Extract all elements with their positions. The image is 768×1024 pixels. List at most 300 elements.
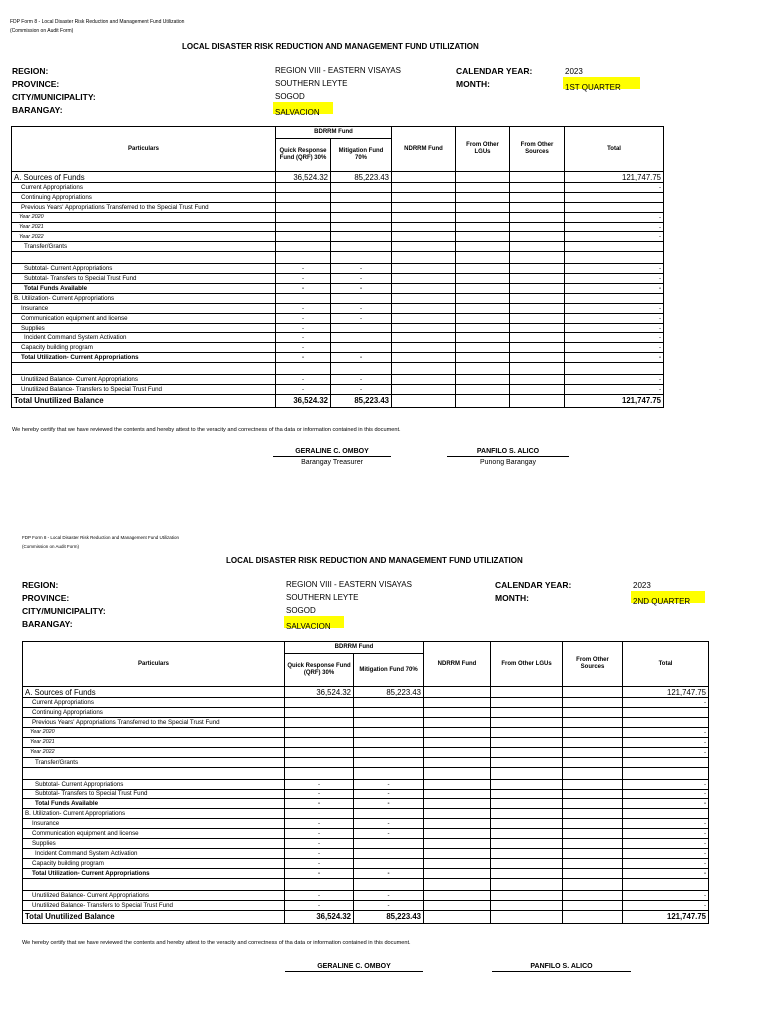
ndrrm-cell: [392, 202, 456, 212]
qrf-cell: -: [285, 859, 354, 869]
mitigation-cell: -: [354, 900, 424, 910]
table-row: [12, 323, 664, 333]
other-sources-cell: [563, 727, 623, 737]
signatory-treasurer: [273, 448, 391, 466]
total-cell: -: [565, 313, 664, 323]
row-label: Subtotal- Current Appropriations: [12, 264, 276, 274]
total-cell: -: [623, 747, 709, 757]
row-label: Unutilized Balance- Transfers to Special Trust Fund: [23, 900, 285, 910]
ndrrm-cell: [424, 767, 491, 779]
mitigation-cell: [331, 343, 392, 353]
other-lgus-cell: [491, 869, 563, 879]
total-cell: -: [623, 890, 709, 900]
province-value: SOUTHERN LEYTE: [275, 79, 348, 88]
other-sources-cell: [563, 859, 623, 869]
row-label: A. Sources of Funds: [12, 172, 276, 183]
total-cell: [623, 757, 709, 767]
row-label: Supplies: [23, 839, 285, 849]
header-qrf: Quick Response Fund (QRF) 30%: [276, 139, 331, 172]
mitigation-cell: [331, 222, 392, 232]
table-row: [23, 747, 709, 757]
mitigation-cell: -: [331, 375, 392, 385]
signatory-punong-barangay: [492, 963, 631, 972]
table-row: [12, 385, 664, 395]
other-lgus-cell: [456, 183, 510, 193]
mitigation-cell: 85,223.43: [331, 394, 392, 407]
table-row: [12, 363, 664, 375]
total-cell: 121,747.75: [565, 172, 664, 183]
ndrrm-cell: [424, 829, 491, 839]
qrf-cell: -: [276, 385, 331, 395]
month-value: 1ST QUARTER: [563, 77, 640, 89]
other-sources-cell: [563, 910, 623, 923]
row-label: Insurance: [12, 303, 276, 313]
qrf-cell: [285, 707, 354, 717]
other-lgus-cell: [491, 789, 563, 799]
table-row: [23, 779, 709, 789]
other-lgus-cell: [456, 252, 510, 264]
other-sources-cell: [510, 232, 565, 242]
total-cell: [565, 363, 664, 375]
other-lgus-cell: [456, 192, 510, 202]
fund-utilization-form-q2: [22, 533, 708, 970]
table-row: [12, 172, 664, 183]
table-row: [23, 890, 709, 900]
table-row: [23, 900, 709, 910]
ndrrm-cell: [424, 839, 491, 849]
other-lgus-cell: [491, 849, 563, 859]
table-row: [23, 799, 709, 809]
row-label: Subtotal- Transfers to Special Trust Fund: [23, 789, 285, 799]
table-row: [23, 767, 709, 779]
mitigation-cell: -: [331, 284, 392, 294]
calendar-year-label: CALENDAR YEAR:: [495, 580, 572, 590]
other-lgus-cell: [456, 303, 510, 313]
other-lgus-cell: [456, 242, 510, 252]
qrf-cell: -: [276, 353, 331, 363]
mitigation-cell: [354, 737, 424, 747]
ndrrm-cell: [424, 737, 491, 747]
mitigation-cell: [331, 192, 392, 202]
mitigation-cell: -: [354, 819, 424, 829]
table-row: [12, 264, 664, 274]
other-lgus-cell: [491, 829, 563, 839]
other-lgus-cell: [491, 687, 563, 698]
other-sources-cell: [510, 284, 565, 294]
ndrrm-cell: [392, 363, 456, 375]
qrf-cell: -: [276, 333, 331, 343]
row-label: Year 2021: [12, 222, 276, 232]
table-row: [23, 829, 709, 839]
table-row: [23, 737, 709, 747]
other-sources-cell: [510, 252, 565, 264]
qrf-cell: -: [276, 343, 331, 353]
treasurer-name: GERALINE C. OMBOY: [273, 448, 391, 457]
ndrrm-cell: [424, 910, 491, 923]
table-row: [12, 394, 664, 407]
table-row: [23, 878, 709, 890]
other-lgus-cell: [491, 809, 563, 819]
other-sources-cell: [563, 869, 623, 879]
other-sources-cell: [563, 757, 623, 767]
other-lgus-cell: [456, 363, 510, 375]
mitigation-cell: [331, 212, 392, 222]
ndrrm-cell: [392, 284, 456, 294]
table-row: [23, 687, 709, 698]
table-row: [23, 859, 709, 869]
qrf-cell: [276, 192, 331, 202]
ndrrm-cell: [424, 707, 491, 717]
mitigation-cell: -: [354, 789, 424, 799]
total-cell: -: [623, 737, 709, 747]
mitigation-cell: [354, 707, 424, 717]
treasurer-position: Barangay Treasurer: [301, 459, 363, 466]
certification-text: We hereby certify that we have reviewed the contents and hereby attest to the veracity and correctness of tha data or information contained in this document.: [12, 427, 401, 433]
qrf-cell: [276, 252, 331, 264]
form-id: FDP Form 8 - Local Disaster Risk Reduction and Management Fund Utilization: [22, 535, 179, 540]
mitigation-cell: -: [354, 779, 424, 789]
mitigation-cell: -: [331, 274, 392, 284]
qrf-cell: 36,524.32: [276, 394, 331, 407]
ndrrm-cell: [424, 698, 491, 708]
table-row: [23, 698, 709, 708]
other-lgus-cell: [491, 878, 563, 890]
total-cell: [565, 252, 664, 264]
row-label: Total Funds Available: [23, 799, 285, 809]
table-row: [12, 274, 664, 284]
region-value: REGION VIII - EASTERN VISAYAS: [286, 580, 412, 589]
other-lgus-cell: [491, 839, 563, 849]
header-other-lgus: From Other LGUs: [456, 127, 510, 172]
qrf-cell: -: [285, 789, 354, 799]
row-label: Unutilized Balance- Transfers to Special Trust Fund: [12, 385, 276, 395]
table-row: [12, 353, 664, 363]
other-sources-cell: [563, 900, 623, 910]
qrf-cell: [285, 767, 354, 779]
row-label: Total Unutilized Balance: [12, 394, 276, 407]
mitigation-cell: [354, 717, 424, 727]
header-ndrrm: NDRRM Fund: [424, 642, 491, 687]
total-cell: -: [623, 727, 709, 737]
other-lgus-cell: [491, 900, 563, 910]
qrf-cell: -: [285, 829, 354, 839]
other-lgus-cell: [456, 172, 510, 183]
mitigation-cell: -: [331, 385, 392, 395]
punong-barangay-position: Punong Barangay: [479, 459, 537, 466]
row-label: Year 2022: [12, 232, 276, 242]
other-lgus-cell: [456, 323, 510, 333]
mitigation-cell: [331, 333, 392, 343]
qrf-cell: -: [285, 799, 354, 809]
fund-table: [11, 126, 664, 408]
row-label: [23, 767, 285, 779]
table-row: [12, 222, 664, 232]
other-sources-cell: [563, 878, 623, 890]
header-particulars: Particulars: [12, 127, 276, 172]
table-row: [12, 192, 664, 202]
header-other-sources: From Other Sources: [510, 127, 565, 172]
total-cell: [623, 767, 709, 779]
mitigation-cell: [331, 183, 392, 193]
row-label: Year 2020: [23, 727, 285, 737]
barangay-value: SALVACION: [284, 616, 344, 628]
table-row: [23, 910, 709, 923]
mitigation-cell: -: [354, 890, 424, 900]
mitigation-cell: -: [354, 799, 424, 809]
other-lgus-cell: [491, 799, 563, 809]
month-label: MONTH:: [495, 593, 529, 603]
qrf-cell: [285, 737, 354, 747]
mitigation-cell: -: [331, 264, 392, 274]
mitigation-cell: -: [354, 869, 424, 879]
header-total: Total: [565, 127, 664, 172]
other-lgus-cell: [491, 819, 563, 829]
total-cell: -: [623, 698, 709, 708]
ndrrm-cell: [424, 779, 491, 789]
total-cell: -: [623, 849, 709, 859]
other-lgus-cell: [456, 375, 510, 385]
row-label: Insurance: [23, 819, 285, 829]
qrf-cell: -: [276, 284, 331, 294]
total-cell: -: [623, 869, 709, 879]
mitigation-cell: -: [331, 353, 392, 363]
row-label: B. Utilization- Current Appropriations: [12, 293, 276, 303]
row-label: Previous Years' Appropriations Transferred to the Special Trust Fund: [12, 202, 276, 212]
qrf-cell: -: [276, 323, 331, 333]
ndrrm-cell: [392, 264, 456, 274]
row-label: Capacity building program: [23, 859, 285, 869]
other-lgus-cell: [491, 910, 563, 923]
other-sources-cell: [563, 767, 623, 779]
mitigation-cell: [354, 849, 424, 859]
total-cell: -: [565, 353, 664, 363]
ndrrm-cell: [424, 757, 491, 767]
other-sources-cell: [510, 264, 565, 274]
fund-utilization-form-q1: [10, 18, 738, 466]
other-sources-cell: [563, 789, 623, 799]
qrf-cell: [276, 212, 331, 222]
city-value: SOGOD: [286, 606, 316, 615]
row-label: Supplies: [12, 323, 276, 333]
ndrrm-cell: [392, 192, 456, 202]
row-label: Total Utilization- Current Appropriations: [23, 869, 285, 879]
mitigation-cell: [331, 242, 392, 252]
other-sources-cell: [510, 192, 565, 202]
qrf-cell: [276, 363, 331, 375]
mitigation-cell: [354, 859, 424, 869]
row-label: [23, 878, 285, 890]
qrf-cell: [276, 293, 331, 303]
total-cell: -: [623, 829, 709, 839]
other-lgus-cell: [456, 293, 510, 303]
ndrrm-cell: [392, 333, 456, 343]
qrf-cell: [285, 698, 354, 708]
barangay-value: SALVACION: [273, 102, 333, 114]
qrf-cell: -: [285, 779, 354, 789]
table-row: [12, 333, 664, 343]
certification-text: We hereby certify that we have reviewed the contents and hereby attest to the veracity and correctness of tha data or information contained in this document.: [22, 940, 411, 946]
other-sources-cell: [510, 202, 565, 212]
header-ndrrm: NDRRM Fund: [392, 127, 456, 172]
form-source: (Commission on Audit Form): [10, 28, 74, 34]
table-row: [12, 202, 664, 212]
other-sources-cell: [510, 375, 565, 385]
total-cell: -: [565, 232, 664, 242]
qrf-cell: [276, 232, 331, 242]
region-label: REGION:: [22, 580, 59, 590]
qrf-cell: -: [276, 274, 331, 284]
city-value: SOGOD: [275, 92, 305, 101]
table-row: [23, 839, 709, 849]
other-lgus-cell: [456, 274, 510, 284]
total-cell: -: [565, 183, 664, 193]
mitigation-cell: [354, 839, 424, 849]
ndrrm-cell: [424, 687, 491, 698]
row-label: Incident Command System Activation: [23, 849, 285, 859]
mitigation-cell: [354, 878, 424, 890]
ndrrm-cell: [392, 313, 456, 323]
signatory-treasurer: [285, 963, 423, 972]
qrf-cell: [285, 809, 354, 819]
province-value: SOUTHERN LEYTE: [286, 593, 359, 602]
form-title: LOCAL DISASTER RISK REDUCTION AND MANAGEMENT FUND UTILIZATION: [226, 556, 523, 565]
header-bdrrm: BDRRM Fund: [276, 127, 392, 139]
total-cell: -: [565, 212, 664, 222]
other-lgus-cell: [491, 757, 563, 767]
ndrrm-cell: [392, 353, 456, 363]
ndrrm-cell: [424, 819, 491, 829]
mitigation-cell: [331, 232, 392, 242]
ndrrm-cell: [392, 274, 456, 284]
row-label: Unutilized Balance- Current Appropriations: [12, 375, 276, 385]
table-row: [12, 183, 664, 193]
table-row: [23, 707, 709, 717]
treasurer-name: GERALINE C. OMBOY: [285, 963, 423, 972]
other-sources-cell: [510, 293, 565, 303]
table-row: [12, 232, 664, 242]
qrf-cell: [285, 717, 354, 727]
mitigation-cell: [331, 363, 392, 375]
header-qrf: Quick Response Fund (QRF) 30%: [285, 654, 354, 687]
calendar-year-value: 2023: [633, 581, 651, 590]
other-lgus-cell: [491, 707, 563, 717]
row-label: Continuing Appropriations: [12, 192, 276, 202]
mitigation-cell: 85,223.43: [354, 687, 424, 698]
ndrrm-cell: [424, 869, 491, 879]
total-cell: -: [565, 284, 664, 294]
ndrrm-cell: [424, 789, 491, 799]
qrf-cell: -: [285, 819, 354, 829]
city-label: CITY/MUNICIPALITY:: [22, 606, 106, 616]
ndrrm-cell: [392, 385, 456, 395]
table-row: [12, 212, 664, 222]
fund-table: [22, 641, 709, 924]
ndrrm-cell: [392, 293, 456, 303]
ndrrm-cell: [392, 172, 456, 183]
other-lgus-cell: [456, 313, 510, 323]
total-cell: -: [565, 333, 664, 343]
row-label: Capacity building program: [12, 343, 276, 353]
qrf-cell: -: [276, 264, 331, 274]
table-row: [12, 375, 664, 385]
other-lgus-cell: [491, 717, 563, 727]
form-id: FDP Form 8 - Local Disaster Risk Reduction and Management Fund Utilization: [10, 19, 185, 25]
ndrrm-cell: [424, 799, 491, 809]
ndrrm-cell: [392, 394, 456, 407]
total-cell: -: [623, 789, 709, 799]
ndrrm-cell: [424, 900, 491, 910]
other-sources-cell: [510, 385, 565, 395]
qrf-cell: -: [276, 303, 331, 313]
other-lgus-cell: [491, 747, 563, 757]
header-mitigation: Mitigation Fund 70%: [354, 654, 424, 687]
total-cell: [565, 202, 664, 212]
other-sources-cell: [510, 394, 565, 407]
qrf-cell: [276, 242, 331, 252]
signatory-punong-barangay: [447, 448, 569, 466]
mitigation-cell: [354, 809, 424, 819]
qrf-cell: [276, 222, 331, 232]
row-label: Subtotal- Current Appropriations: [23, 779, 285, 789]
table-row: [12, 343, 664, 353]
other-lgus-cell: [456, 284, 510, 294]
row-label: Subtotal- Transfers to Special Trust Fund: [12, 274, 276, 284]
other-lgus-cell: [456, 343, 510, 353]
other-sources-cell: [563, 717, 623, 727]
other-lgus-cell: [491, 859, 563, 869]
row-label: Incident Command System Activation: [12, 333, 276, 343]
qrf-cell: -: [285, 849, 354, 859]
qrf-cell: -: [285, 839, 354, 849]
table-row: [12, 313, 664, 323]
total-cell: 121,747.75: [623, 687, 709, 698]
city-label: CITY/MUNICIPALITY:: [12, 92, 96, 102]
header-bdrrm: BDRRM Fund: [285, 642, 424, 654]
table-row: [12, 242, 664, 252]
barangay-label: BARANGAY:: [22, 619, 73, 629]
other-sources-cell: [510, 343, 565, 353]
mitigation-cell: [331, 293, 392, 303]
row-label: Total Utilization- Current Appropriations: [12, 353, 276, 363]
punong-barangay-name: PANFILO S. ALICO: [492, 963, 631, 972]
ndrrm-cell: [392, 303, 456, 313]
ndrrm-cell: [392, 183, 456, 193]
other-sources-cell: [510, 183, 565, 193]
total-cell: -: [565, 375, 664, 385]
mitigation-cell: [354, 698, 424, 708]
other-sources-cell: [563, 687, 623, 698]
table-row: [12, 252, 664, 264]
table-row: [23, 849, 709, 859]
other-lgus-cell: [491, 737, 563, 747]
mitigation-cell: -: [331, 303, 392, 313]
barangay-label: BARANGAY:: [12, 105, 63, 115]
qrf-cell: [285, 727, 354, 737]
other-lgus-cell: [491, 779, 563, 789]
row-label: Communication equipment and license: [23, 829, 285, 839]
qrf-cell: -: [276, 313, 331, 323]
other-lgus-cell: [491, 727, 563, 737]
total-cell: [565, 242, 664, 252]
row-label: [12, 252, 276, 264]
table-row: [12, 284, 664, 294]
other-sources-cell: [563, 809, 623, 819]
ndrrm-cell: [392, 343, 456, 353]
table-row: [12, 303, 664, 313]
header-total: Total: [623, 642, 709, 687]
other-lgus-cell: [456, 202, 510, 212]
qrf-cell: 36,524.32: [285, 910, 354, 923]
